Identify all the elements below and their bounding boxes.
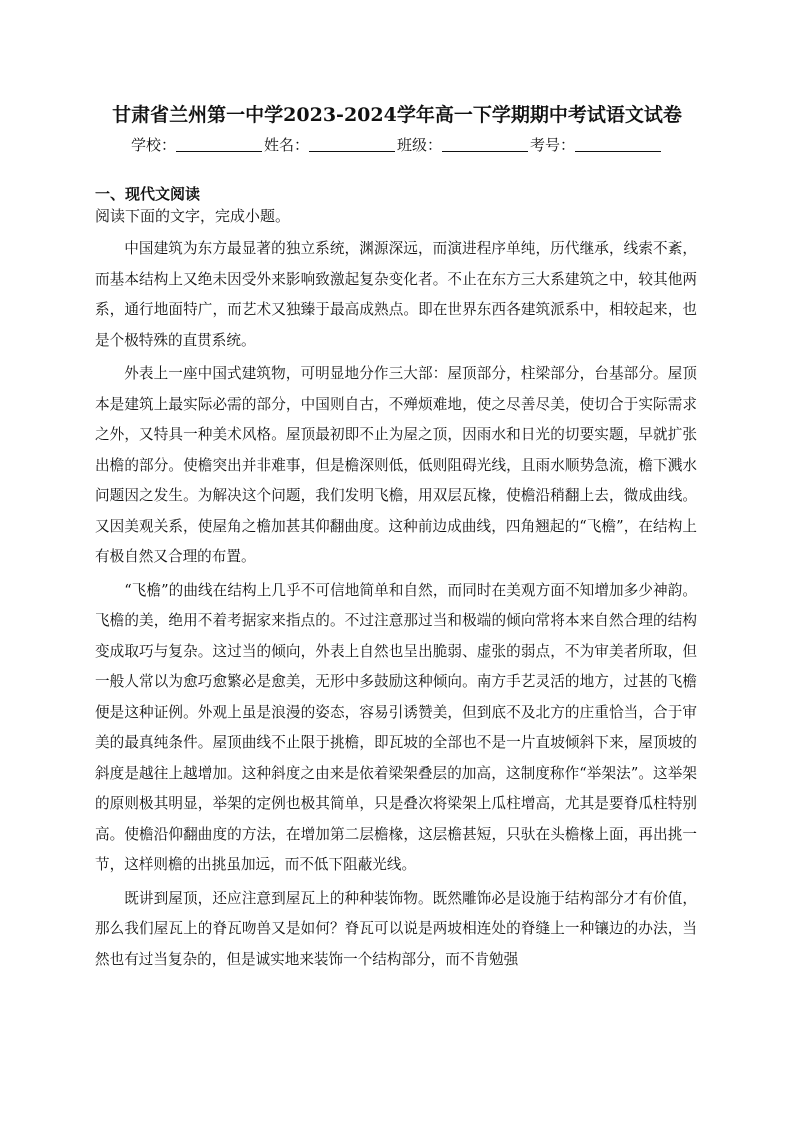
student-info-line bbox=[0, 133, 794, 157]
name-blank[interactable] bbox=[309, 137, 395, 152]
passage-paragraph: “飞檐”的曲线在结构上几乎不可信地简单和自然，而同时在美观方面不知增加多少神韵。飞檐的美，绝用不着考据家来指点的。不过注意那过当和极端的倾向常将本来自然合理的结构变成取巧与复杂。这过当的倾向，外表上自然也呈出脆弱、虚张的弱点，不为审美者所取，但一般人常以为愈巧愈繁必是愈美，无形中多鼓励这种倾向。南方手艺灵活的地方，过甚的飞檐便是这种证例。外观上虽是浪漫的姿态，容易引诱赞美，但到底不及北方的庄重恰当，合于审美的最真纯条件。屋顶曲线不止限于挑檐，即瓦坡的全部也不是一片直坡倾斜下来，屋顶坡的斜度是越往上越增加。这种斜度之由来是依着梁架叠层的加高，这制度称作“举架法”。这举架的原则极其明显，举架的定例也极其简单，只是叠次将梁架上瓜柱增高，尤其是要脊瓜柱特别高。使檐沿仰翻曲度的方法，在增加第二层檐椽，这层檐甚短，只驮在头檐椽上面，再出挑一节，这样则檐的出挑虽加远，而不低下阻蔽光线。 bbox=[95, 581, 697, 873]
passage-paragraph: 外表上一座中国式建筑物，可明显地分作三大部：屋顶部分，柱梁部分，台基部分。屋顶本是建筑上最实际必需的部分，中国则自古，不殚烦难地，使之尽善尽美，使切合于实际需求之外，又特具一种美术风格。屋顶最初即不止为屋之顶，因雨水和日光的切要实题，早就扩张出檐的部分。使檐突出并非难事，但是檐深则低，低则阻碍光线，且雨水顺势急流，檐下溅水问题因之发生。为解决这个问题，我们发明飞檐，用双层瓦椽，使檐沿稍翻上去，微成曲线。又因美观关系，使屋角之檐加甚其仰翻曲度。这种前边成曲线，四角翘起的“飞檐”，在结构上有极自然又合理的布置。 bbox=[95, 365, 697, 565]
name-label: 姓名： bbox=[263, 136, 309, 154]
exam-number-blank[interactable] bbox=[575, 137, 661, 152]
class-blank[interactable] bbox=[442, 137, 528, 152]
passage-paragraph: 中国建筑为东方最显著的独立系统，渊源深远，而演进程序单纯，历代继承，线索不紊，而基本结构上又绝未因受外来影响致激起复杂变化者。不止在东方三大系建筑之中，较其他两系，通行地面特广，而艺术又独臻于最高成熟点。即在世界东西各建筑派系中，相较起来，也是个极特殊的直贯系统。 bbox=[95, 240, 697, 349]
exam-title: 甘肃省兰州第一中学2023-2024学年高一下学期期中考试语文试卷 bbox=[112, 104, 682, 126]
passage-paragraph: 既讲到屋顶，还应注意到屋瓦上的种种装饰物。既然雕饰必是设施于结构部分才有价值，那么我们屋瓦上的脊瓦吻兽又是如何？脊瓦可以说是两坡相连处的脊缝上一种镶边的办法，当然也有过当复杂的，但是诚实地来装饰一个结构部分，而不肯勉强 bbox=[95, 889, 697, 968]
class-label: 班级： bbox=[397, 136, 443, 154]
exam-number-label: 考号： bbox=[530, 136, 576, 154]
school-blank[interactable] bbox=[176, 137, 262, 152]
class-field bbox=[397, 133, 530, 157]
school-field bbox=[131, 133, 264, 157]
exam-number-field bbox=[530, 133, 663, 157]
section-heading: 一、现代文阅读 bbox=[95, 185, 201, 203]
school-label: 学校： bbox=[130, 136, 176, 154]
reading-passage bbox=[95, 234, 697, 978]
name-field bbox=[264, 133, 397, 157]
reading-instruction: 阅读下面的文字，完成小题。 bbox=[95, 207, 291, 225]
